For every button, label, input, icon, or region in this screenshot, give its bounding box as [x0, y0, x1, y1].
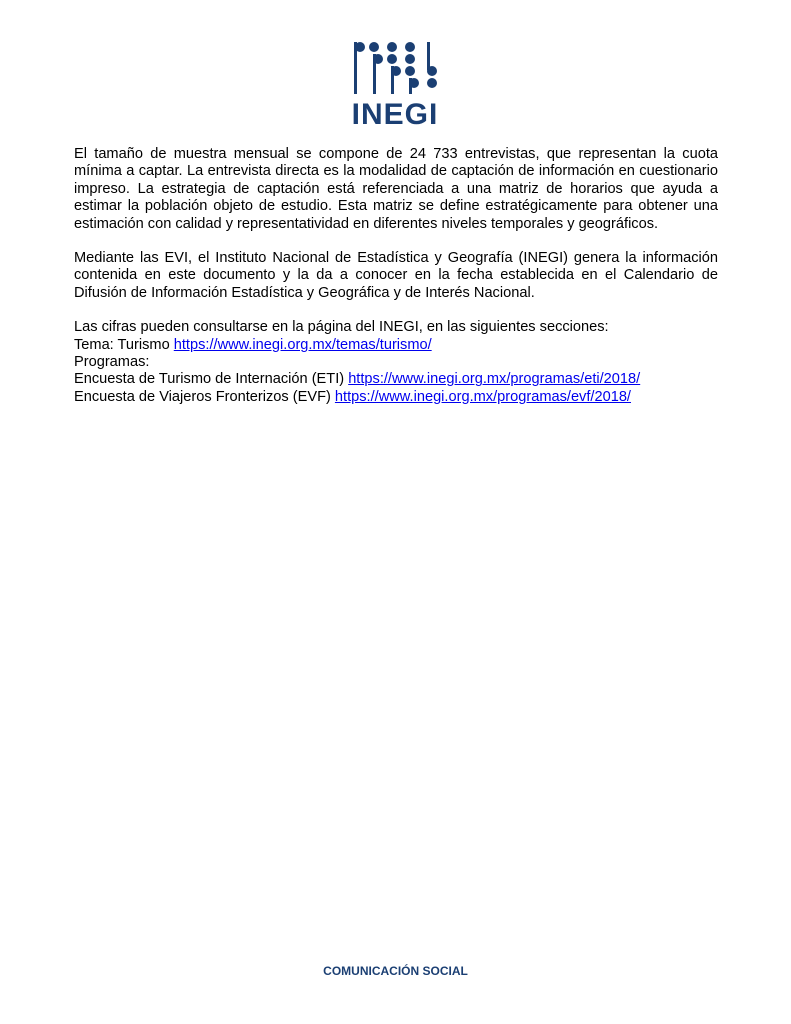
inegi-logo-text: INEGI — [351, 98, 439, 131]
evf-row — [74, 389, 718, 406]
eti-label: Encuesta de Turismo de Internación (ETI) — [74, 371, 345, 388]
evf-link[interactable]: https://www.inegi.org.mx/programas/evf/2018/ — [334, 388, 631, 405]
tema-label: Tema: Turismo — [74, 336, 170, 353]
document-body — [74, 146, 718, 406]
footer-comunicacion-social: COMUNICACIÓN SOCIAL — [323, 964, 468, 978]
paragraph-evi-info: Mediante las EVI, el Instituto Nacional de Estadística y Geografía (INEGI) genera la información contenida en este documento y la da a conocer en la fecha establecida en el Calendario de Difusión de Información Estadística y Geográfica y de Interés Nacional. — [74, 250, 718, 301]
links-intro: Las cifras pueden consultarse en la página del INEGI, en las siguientes secciones: — [74, 319, 609, 336]
eti-row — [74, 371, 718, 388]
inegi-logo — [348, 40, 442, 132]
eti-link[interactable]: https://www.inegi.org.mx/programas/eti/2018/ — [348, 371, 641, 388]
tema-row — [74, 337, 718, 354]
programas-label: Programas: — [74, 354, 150, 371]
tema-turismo-link[interactable]: https://www.inegi.org.mx/temas/turismo/ — [173, 336, 432, 353]
inegi-logo-mark-icon — [348, 40, 442, 98]
paragraph-sample-size: El tamaño de muestra mensual se compone de 24 733 entrevistas, que representan la cuota mínima a captar. La entrevista directa es la modalidad de captación de información en cuestionario impreso. La estrategia de captación está referenciada a una matriz de horarios que ayuda a estimar la población objeto de estudio. Esta matriz se define estratégicamente para obtener una estimación con calidad y representatividad en diferentes niveles temporales y geográficos. — [74, 146, 718, 232]
evf-label: Encuesta de Viajeros Fronterizos (EVF) — [74, 388, 331, 405]
links-section — [74, 319, 718, 406]
